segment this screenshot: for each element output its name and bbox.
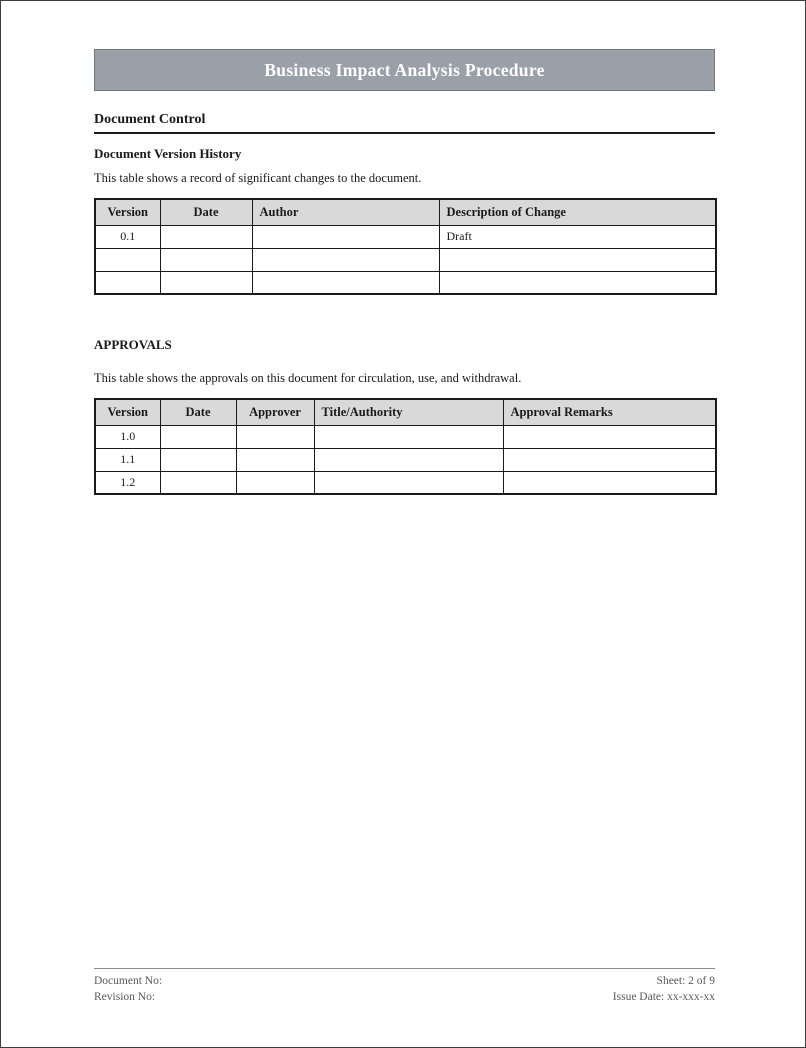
approver-cell <box>236 448 314 471</box>
author-cell <box>252 248 439 271</box>
approvals-table <box>94 398 717 495</box>
author-cell <box>252 225 439 248</box>
page-footer <box>94 968 715 1005</box>
column-header: Version <box>95 399 160 425</box>
description-cell <box>439 271 716 294</box>
version-history-table <box>94 198 717 295</box>
title-authority-cell <box>314 448 503 471</box>
table-row <box>95 448 716 471</box>
description-cell <box>439 248 716 271</box>
table-row <box>95 471 716 494</box>
approval-remarks-cell <box>503 448 716 471</box>
date-cell <box>160 425 236 448</box>
author-cell <box>252 271 439 294</box>
table-header-row <box>95 199 716 225</box>
date-cell <box>160 471 236 494</box>
column-header: Description of Change <box>439 199 716 225</box>
version-cell: 0.1 <box>95 225 160 248</box>
approval-remarks-cell <box>503 425 716 448</box>
column-header: Date <box>160 399 236 425</box>
column-header: Date <box>160 199 252 225</box>
date-cell <box>160 248 252 271</box>
title-authority-cell <box>314 471 503 494</box>
approval-remarks-cell <box>503 471 716 494</box>
date-cell <box>160 448 236 471</box>
version-cell <box>95 248 160 271</box>
revision-no-label: Revision No: <box>94 991 156 1004</box>
footer-left <box>94 973 162 1005</box>
date-cell <box>160 271 252 294</box>
approvals-heading: APPROVALS <box>94 337 172 352</box>
table-row <box>95 271 716 294</box>
version-cell: 1.2 <box>95 471 160 494</box>
document-no-label: Document No: <box>94 975 163 987</box>
description-cell: Draft <box>439 225 716 248</box>
document-control-heading: Document Control <box>94 112 715 134</box>
version-cell: 1.1 <box>95 448 160 471</box>
date-cell <box>160 225 252 248</box>
column-header: Approval Remarks <box>503 399 716 425</box>
page-content <box>94 1 715 495</box>
version-cell: 1.0 <box>95 425 160 448</box>
column-header: Author <box>252 199 439 225</box>
approver-cell <box>236 471 314 494</box>
version-history-heading: Document Version History <box>94 146 242 161</box>
table-row <box>95 225 716 248</box>
document-title-banner <box>94 49 715 91</box>
approver-cell <box>236 425 314 448</box>
column-header: Approver <box>236 399 314 425</box>
column-header: Version <box>95 199 160 225</box>
approvals-description: This table shows the approvals on this document for circulation, use, and withdrawal. <box>94 371 522 385</box>
column-header: Title/Authority <box>314 399 503 425</box>
version-history-description: This table shows a record of significant changes to the document. <box>94 171 422 185</box>
table-row <box>95 248 716 271</box>
table-row <box>95 425 716 448</box>
sheet-label: Sheet: 2 of 9 <box>656 975 715 987</box>
footer-right <box>613 973 715 1005</box>
issue-date-label: Issue Date: xx-xxx-xx <box>612 991 715 1004</box>
version-cell <box>95 271 160 294</box>
document-title: Business Impact Analysis Procedure <box>264 60 545 80</box>
table-header-row <box>95 399 716 425</box>
title-authority-cell <box>314 425 503 448</box>
